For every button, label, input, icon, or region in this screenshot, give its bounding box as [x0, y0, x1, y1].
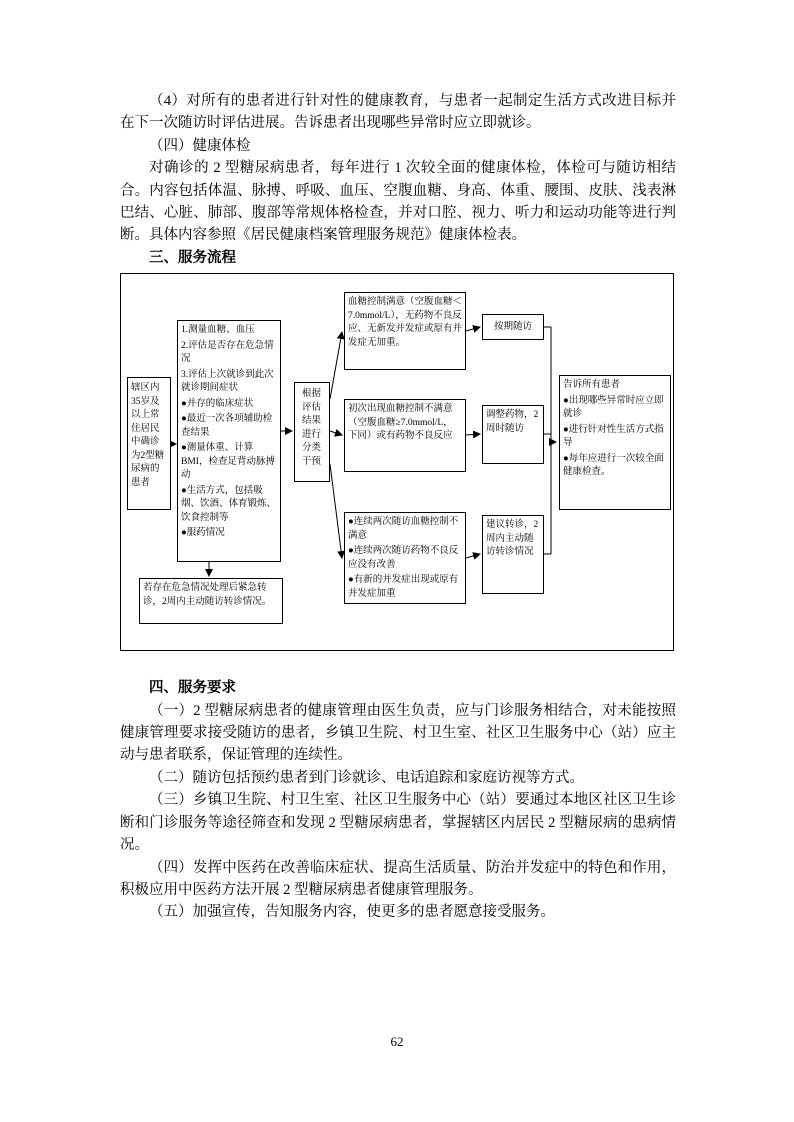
assessment-line: ●测量体重、计算BMI，检查足背动脉搏动 [181, 443, 275, 481]
flow-action-referral-box: 建议转诊，2周内主动随访转诊情况 [482, 515, 544, 594]
branch-repeated-line: ●有新的并发症出现或原有并发症加重 [348, 575, 459, 599]
requirement-item: （二）随访包括预约患者到门诊就诊、电话追踪和家庭访视等方式。 [149, 769, 584, 786]
flow-population-box: 辖区内35岁及以上常住居民中确诊为2型糖尿病的患者 [127, 377, 171, 510]
page-number: 62 [390, 1034, 404, 1049]
heading-service-flow: 三、服务流程 [149, 249, 236, 266]
requirement-item: （五）加强宣传，告知服务内容，使更多的患者愿意接受服务。 [149, 904, 555, 921]
flow-branch-first-uncontrolled-box: 初次出现血糖控制不满意（空腹血糖≥7.0mmol/L，下同）或有药物不良反应 [344, 399, 466, 472]
advice-line: ●出现哪些异常时应立即就诊 [563, 395, 664, 420]
assessment-line: ●并存的临床症状 [181, 398, 254, 409]
flow-branch-glucose-controlled-box: 血糖控制满意（空腹血糖＜7.0mmol/L），无药物不良反应、无新发并发症或原有并发症无加重。 [344, 292, 466, 370]
branch-repeated-line: ●连续两次随访血糖控制不满意 [348, 517, 459, 541]
branch-repeated-line: ●连续两次随访药物不良反应没有改善 [348, 546, 459, 570]
flow-branch-repeated-uncontrolled-box [344, 512, 466, 604]
paragraph-health-education: （4）对所有的患者进行针对性的健康教育，与患者一起制定生活方式改进目标并在下一次随访时评估进展。告诉患者出现哪些异常时应立即就诊。 [120, 93, 676, 132]
assessment-line: 2.评估是否存在危急情况 [181, 340, 274, 365]
service-requirements-list [120, 700, 676, 924]
page-content [120, 90, 676, 924]
assessment-line: ●最近一次各项辅助检查结果 [181, 414, 273, 438]
flow-action-adjust-medication-box: 调整药物，2周时随访 [482, 405, 544, 464]
service-flowchart [120, 273, 674, 651]
assessment-line: ●生活方式，包括吸烟、饮酒、体育锻炼、饮食控制等 [181, 485, 277, 523]
subheading-health-exam: （四）健康体检 [149, 137, 251, 154]
advice-line: 告诉所有患者 [563, 380, 621, 391]
flow-action-scheduled-followup-box: 按期随访 [482, 314, 544, 340]
advice-line: ●进行针对性生活方式指导 [563, 424, 664, 449]
flow-classify-intervention-box: 根据评估结果进行分类干预 [294, 382, 330, 482]
paragraph-health-exam-detail: 对确诊的 2 型糖尿病患者，每年进行 1 次较全面的健康体检，体检可与随访相结合。内容包括体温、脉搏、呼吸、血压、空腹血糖、身高、体重、腰围、皮肤、浅表淋巴结、心脏、肺部、腹部等常规体格检查，并对口腔、视力、听力和运动功能等进行判断。具体内容参照《居民健康档案管理服务规范》健康体检表。 [120, 160, 676, 244]
flow-emergency-referral-box: 若存在危急情况处理后紧急转诊，2周内主动随访转诊情况。 [139, 578, 283, 624]
flow-assessment-box [177, 320, 281, 562]
heading-service-requirements: 四、服务要求 [149, 680, 236, 697]
requirement-item: （三）乡镇卫生院、村卫生室、社区卫生服务中心（站）要通过本地区社区卫生诊断和门诊服务等途径筛查和发现 2 型糖尿病患者，掌握辖区内居民 2 型糖尿病的患病情况。 [120, 792, 676, 854]
flow-patient-advice-box [559, 375, 671, 510]
requirement-item: （四）发挥中医药在改善临床症状、提高生活质量、防治并发症中的特色和作用，积极应用中医药方法开展 2 型糖尿病患者健康管理服务。 [120, 859, 676, 898]
advice-line: ●每年应进行一次较全面健康检查。 [563, 453, 664, 478]
requirement-item: （一）2 型糖尿病患者的健康管理由医生负责，应与门诊服务相结合，对未能按照健康管理要求接受随访的患者，乡镇卫生院、村卫生室、社区卫生服务中心（站）应主动与患者联系，保证管理的连续性。 [120, 702, 676, 764]
assessment-line: 3.评估上次就诊到此次就诊期间症状 [181, 369, 274, 394]
assessment-line: ●服药情况 [181, 528, 225, 539]
assessment-line: 1.测量血糖、血压 [181, 325, 255, 336]
